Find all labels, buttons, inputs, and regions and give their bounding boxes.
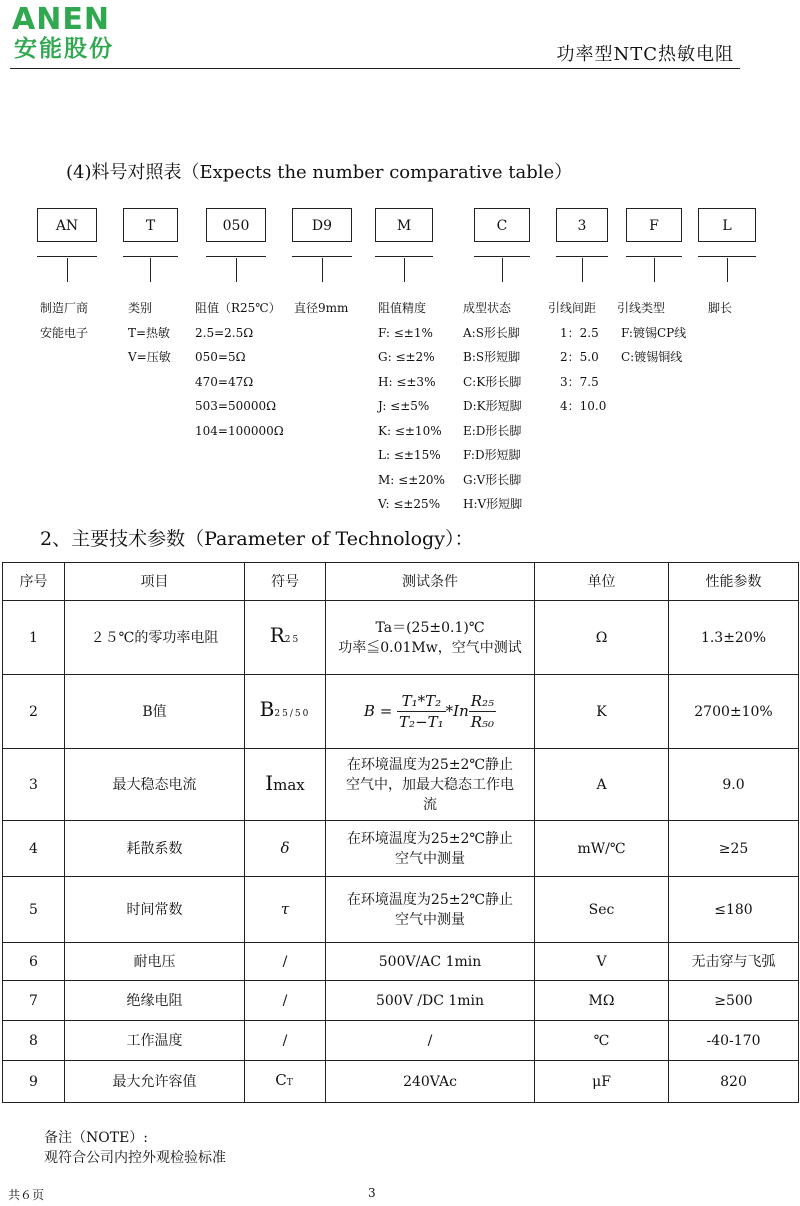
column-line: A:S形长脚 xyxy=(463,325,520,340)
column-line: 503=50000Ω xyxy=(195,399,277,413)
column-line: C:镀锡铜线 xyxy=(621,350,683,364)
table-row xyxy=(3,675,799,749)
code-column-category xyxy=(128,296,171,370)
code-column-resistance xyxy=(195,296,284,443)
code-underline xyxy=(37,256,97,257)
row-number: 2 xyxy=(3,675,65,749)
row-unit: V xyxy=(535,943,669,981)
logo-chinese: 安能股份 xyxy=(14,36,114,62)
code-box: L xyxy=(698,208,756,242)
row-value: 无击穿与飞弧 xyxy=(669,943,799,981)
code-underline xyxy=(626,256,682,257)
column-line: H:V形短脚 xyxy=(463,497,523,511)
table-header-row xyxy=(3,563,799,601)
column-header: 阻值（R25℃） xyxy=(195,301,281,315)
row-symbol xyxy=(245,1061,326,1103)
table-row xyxy=(3,877,799,943)
row-number: 6 xyxy=(3,943,65,981)
column-line: V: ≤±25% xyxy=(378,497,441,511)
column-line: B:S形短脚 xyxy=(463,350,521,364)
page-number: 3 xyxy=(368,1186,376,1200)
column-line: F:镀锡CP线 xyxy=(621,325,687,340)
total-pages: 共６页 xyxy=(8,1188,45,1202)
row-value: 9.0 xyxy=(669,749,799,821)
row-unit: A xyxy=(535,749,669,821)
code-box: M xyxy=(375,208,433,242)
header-cell: 项目 xyxy=(65,563,245,601)
row-value: ≥25 xyxy=(669,821,799,877)
symbol-sub: 25 xyxy=(284,635,301,645)
code-underline xyxy=(292,256,352,257)
condition-line: Ta＝(25±0.1)℃ xyxy=(375,619,485,636)
column-line: H: ≤±3% xyxy=(378,374,436,389)
table-row xyxy=(3,821,799,877)
column-header: 成型状态 xyxy=(463,301,512,315)
table-row xyxy=(3,1061,799,1103)
column-header: 引线间距 xyxy=(548,301,597,315)
table-row xyxy=(3,981,799,1021)
row-condition: 240VAc xyxy=(326,1061,535,1103)
column-line: 050=5Ω xyxy=(195,350,246,364)
row-condition: 500V/AC 1min xyxy=(326,943,535,981)
row-unit: Sec xyxy=(535,877,669,943)
column-line: D:K形短脚 xyxy=(463,399,522,413)
b-value-formula xyxy=(363,692,496,731)
column-line: T=热敏 xyxy=(128,325,171,340)
symbol-sub: 25/50 xyxy=(274,709,311,719)
column-line: E:D形长脚 xyxy=(463,423,522,438)
column-line: 3：7.5 xyxy=(560,374,599,389)
column-line: J: ≤±5% xyxy=(378,399,430,413)
code-underline xyxy=(123,256,178,257)
row-value: 2700±10% xyxy=(669,675,799,749)
row-item: 时间常数 xyxy=(65,877,245,943)
condition-line: 功率≦0.01Mw，空气中测试 xyxy=(338,639,522,656)
code-tick xyxy=(582,258,583,282)
row-unit: μF xyxy=(535,1061,669,1103)
row-number: 3 xyxy=(3,749,65,821)
row-item: 耐电压 xyxy=(65,943,245,981)
symbol-main: I xyxy=(265,771,274,795)
code-underline xyxy=(556,256,608,257)
row-symbol xyxy=(245,601,326,675)
column-header: 直径9mm xyxy=(294,301,349,315)
table-row xyxy=(3,749,799,821)
row-value: -40-170 xyxy=(669,1021,799,1061)
column-line: 4：10.0 xyxy=(560,399,607,413)
row-number: 7 xyxy=(3,981,65,1021)
symbol-sub: T xyxy=(286,1078,295,1088)
code-tick xyxy=(322,258,323,282)
row-symbol xyxy=(245,821,326,877)
part-number-title: (4)料号对照表（Expects the number comparative table） xyxy=(66,162,573,183)
row-unit: K xyxy=(535,675,669,749)
row-unit: MΩ xyxy=(535,981,669,1021)
row-item: 最大稳态电流 xyxy=(65,749,245,821)
table-row xyxy=(3,943,799,981)
row-condition xyxy=(326,877,535,943)
code-column-forming xyxy=(463,296,522,517)
formula-numerator: T₁*T₂ xyxy=(397,691,446,712)
row-symbol: / xyxy=(245,981,326,1021)
row-item: 工作温度 xyxy=(65,1021,245,1061)
row-symbol: / xyxy=(245,943,326,981)
symbol-main: τ xyxy=(280,900,290,918)
row-condition xyxy=(326,749,535,821)
code-box: 3 xyxy=(556,208,608,242)
row-number: 4 xyxy=(3,821,65,877)
code-tick xyxy=(67,258,68,282)
header-cell: 测试条件 xyxy=(326,563,535,601)
code-box: F xyxy=(626,208,682,242)
column-line: 2：5.0 xyxy=(560,350,599,364)
column-header: 类别 xyxy=(128,301,153,315)
row-value: ≤180 xyxy=(669,877,799,943)
column-line: 1：2.5 xyxy=(560,325,599,340)
formula-mid: *In xyxy=(445,701,469,720)
formula-numerator: R₂₅ xyxy=(470,692,495,710)
condition-line: 空气中，加最大稳态工作电 xyxy=(346,776,514,793)
table-row xyxy=(3,1021,799,1061)
code-box: 050 xyxy=(206,208,266,242)
code-underline xyxy=(698,256,756,257)
condition-line: 空气中测量 xyxy=(395,911,465,928)
code-tick xyxy=(502,258,503,282)
code-column-manufacturer xyxy=(40,296,88,345)
code-column-tolerance xyxy=(378,296,445,517)
row-value: 820 xyxy=(669,1061,799,1103)
column-line: G:V形长脚 xyxy=(463,472,522,487)
header-divider xyxy=(10,68,740,69)
column-line: 2.5=2.5Ω xyxy=(195,325,254,340)
code-underline xyxy=(375,256,433,257)
code-underline xyxy=(206,256,266,257)
formula-fraction-1 xyxy=(397,691,446,732)
row-value: 1.3±20% xyxy=(669,601,799,675)
row-item: 绝缘电阻 xyxy=(65,981,245,1021)
column-header: 制造厂商 xyxy=(40,301,89,315)
column-line: F: ≤±1% xyxy=(378,325,433,340)
symbol-sub: max xyxy=(273,776,305,794)
row-item: B值 xyxy=(65,675,245,749)
formula-lhs: B = xyxy=(363,701,393,720)
condition-line: 在环境温度为25±2℃静止 xyxy=(346,830,514,847)
row-condition xyxy=(326,821,535,877)
code-tick xyxy=(236,258,237,282)
note-label: 备注（NOTE）: xyxy=(44,1130,149,1146)
code-box: T xyxy=(123,208,178,242)
row-number: 5 xyxy=(3,877,65,943)
column-header: 脚长 xyxy=(708,301,733,315)
header-cell: 性能参数 xyxy=(669,563,799,601)
code-underline xyxy=(474,256,530,257)
header-cell: 单位 xyxy=(535,563,669,601)
code-tick xyxy=(150,258,151,282)
row-symbol xyxy=(245,877,326,943)
column-line: 104=100000Ω xyxy=(195,423,284,438)
logo-english: ANEN xyxy=(12,2,110,37)
row-condition xyxy=(326,675,535,749)
symbol-main: δ xyxy=(280,839,290,857)
symbol-main: B xyxy=(259,697,275,721)
condition-line: 流 xyxy=(423,796,437,813)
column-line: C:K形长脚 xyxy=(463,374,522,389)
column-header: 引线类型 xyxy=(617,301,666,315)
formula-denominator: T₂−T₁ xyxy=(399,713,444,731)
formula-fraction-2 xyxy=(469,691,496,732)
row-number: 9 xyxy=(3,1061,65,1103)
parameters-title: 2、主要技术参数（Parameter of Technology）： xyxy=(40,528,474,550)
row-item: 耗散系数 xyxy=(65,821,245,877)
code-tick xyxy=(404,258,405,282)
row-value: ≥500 xyxy=(669,981,799,1021)
symbol-main: C xyxy=(275,1071,287,1089)
code-column-lead-length xyxy=(708,296,732,321)
column-line: F:D形短脚 xyxy=(463,448,521,462)
code-box: D9 xyxy=(292,208,352,242)
parameters-table xyxy=(2,562,799,1103)
row-number: 8 xyxy=(3,1021,65,1061)
code-box: C xyxy=(474,208,530,242)
row-condition: 500V /DC 1min xyxy=(326,981,535,1021)
document-title: 功率型NTC热敏电阻 xyxy=(556,44,734,65)
header-cell: 序号 xyxy=(3,563,65,601)
row-unit: ℃ xyxy=(535,1021,669,1061)
code-tick xyxy=(654,258,655,282)
formula-denominator: R₅₀ xyxy=(470,713,495,731)
code-column-lead-spacing xyxy=(548,296,606,419)
row-symbol xyxy=(245,675,326,749)
symbol-main: R xyxy=(269,623,285,647)
column-line: V=压敏 xyxy=(128,350,171,364)
column-line: M: ≤±20% xyxy=(378,472,445,487)
row-item: 最大允许容值 xyxy=(65,1061,245,1103)
row-condition xyxy=(326,601,535,675)
column-line: K: ≤±10% xyxy=(378,423,442,438)
row-symbol xyxy=(245,749,326,821)
header-cell: 符号 xyxy=(245,563,326,601)
condition-line: 空气中测量 xyxy=(395,850,465,867)
column-line: L: ≤±15% xyxy=(378,448,441,462)
note-text: 观符合公司内控外观检验标准 xyxy=(44,1150,226,1166)
code-box: AN xyxy=(37,208,97,242)
column-line: G: ≤±2% xyxy=(378,350,435,364)
row-item: ２５℃的零功率电阻 xyxy=(65,601,245,675)
row-symbol: / xyxy=(245,1021,326,1061)
code-column-diameter xyxy=(294,296,348,321)
row-condition: / xyxy=(326,1021,535,1061)
condition-line: 在环境温度为25±2℃静止 xyxy=(346,891,514,908)
column-line: 470=47Ω xyxy=(195,374,254,389)
company-logo xyxy=(12,4,162,66)
row-number: 1 xyxy=(3,601,65,675)
row-unit: Ω xyxy=(535,601,669,675)
row-unit: mW/℃ xyxy=(535,821,669,877)
code-tick xyxy=(727,258,728,282)
column-line: 安能电子 xyxy=(40,325,89,340)
table-row xyxy=(3,601,799,675)
code-column-lead-type xyxy=(617,296,686,370)
condition-line: 在环境温度为25±2℃静止 xyxy=(346,756,514,773)
column-header: 阻值精度 xyxy=(378,301,427,315)
note-block xyxy=(44,1128,226,1168)
